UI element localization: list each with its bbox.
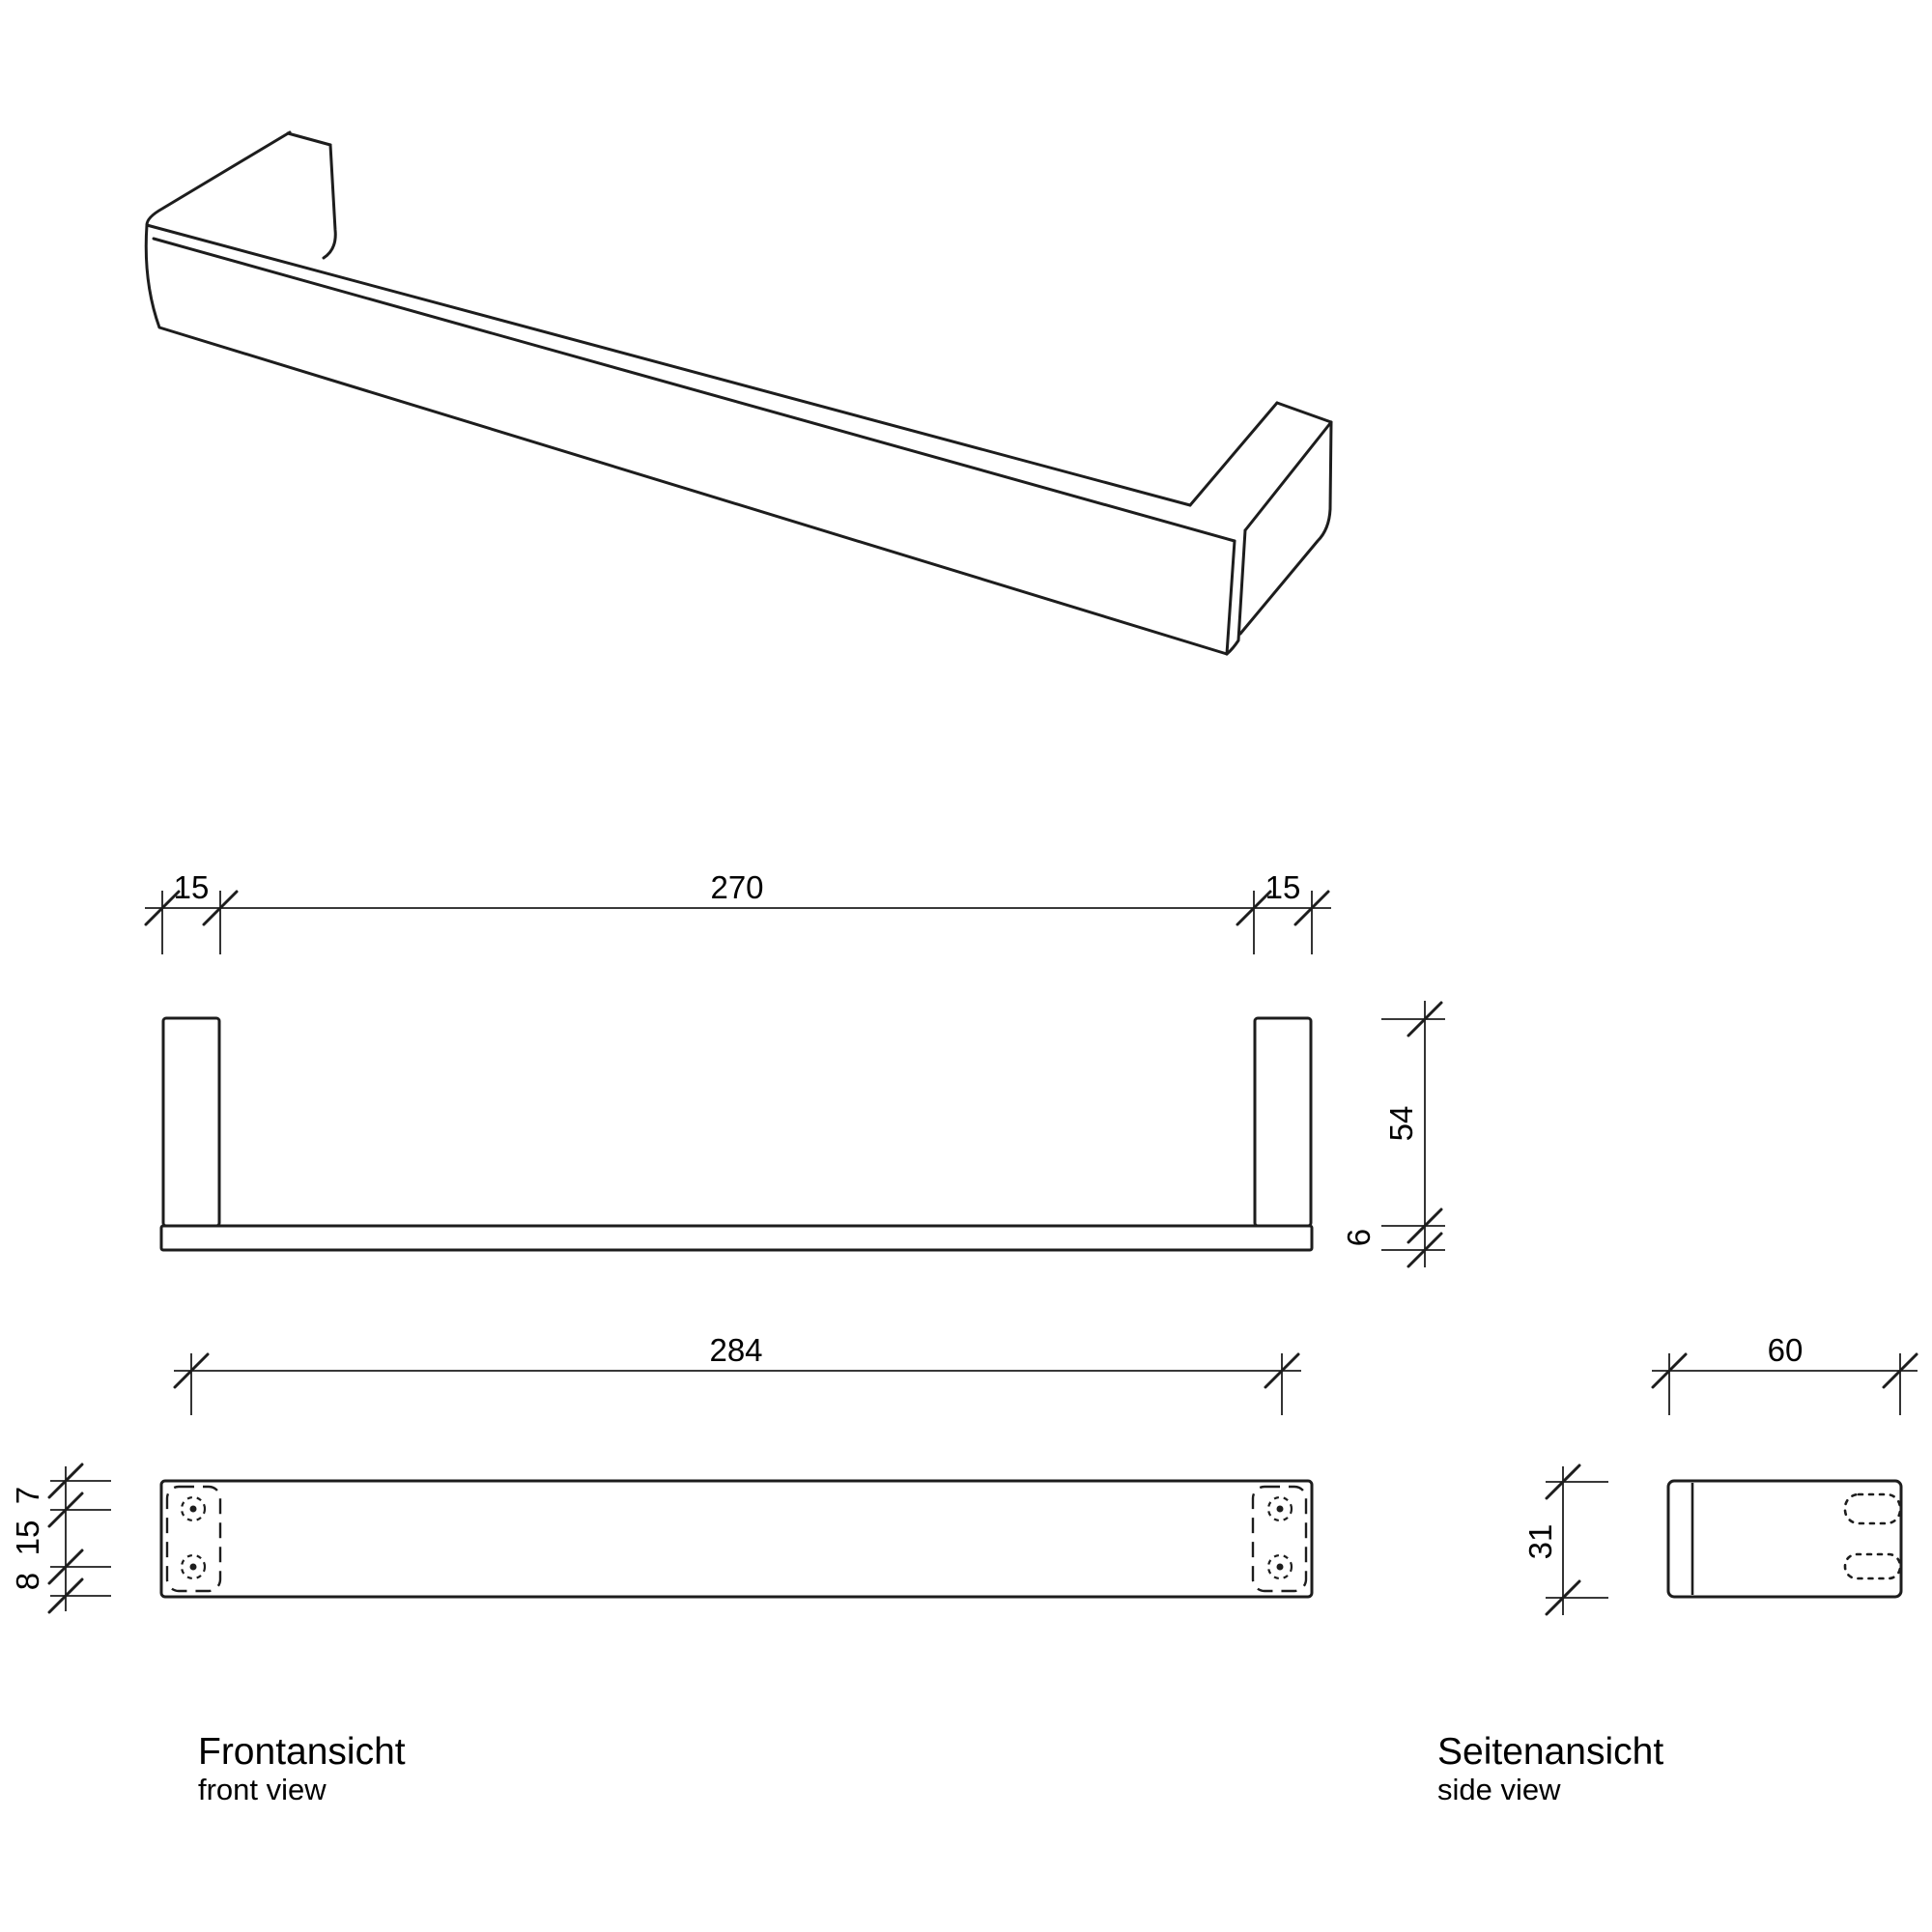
- left-plate-right-edge: [324, 145, 335, 258]
- bar-right-cap-near-edge: [1227, 541, 1235, 654]
- right-bracket-front-top-edge: [1245, 422, 1331, 530]
- dim-label-hole-offset-top: 7: [10, 1486, 45, 1505]
- front-bar: [161, 1226, 1312, 1250]
- profile-hole-dimension-stack: [10, 1464, 111, 1612]
- front-left-post: [163, 1018, 219, 1226]
- side-body: [1668, 1481, 1901, 1597]
- side-view-title-de: Seitenansicht: [1437, 1731, 1664, 1773]
- right-bracket-left-slant-edge: [1190, 403, 1277, 505]
- dim-label-bracket-height: 54: [1383, 1105, 1419, 1142]
- bar-top-back-edge: [147, 225, 1190, 505]
- left-plate-slant-edge: [147, 132, 290, 225]
- front-top-dimension: [145, 869, 1331, 954]
- front-profile-view: [161, 1481, 1312, 1597]
- view-titles: [198, 1731, 1663, 1806]
- front-height-dimension: [1341, 1001, 1445, 1267]
- dim-label-hole-offset-bottom: 8: [10, 1572, 45, 1591]
- dim-label-height: 31: [1522, 1523, 1558, 1560]
- profile-length-dimension: [174, 1332, 1301, 1415]
- dim-label-bar-thickness: 6: [1341, 1228, 1377, 1247]
- dim-label-hole-pitch: 15: [10, 1520, 45, 1556]
- front-right-post: [1255, 1018, 1311, 1226]
- bar-right-cap-far-edge: [1227, 530, 1245, 654]
- front-view-title-de: Frontansicht: [198, 1731, 406, 1773]
- right-bracket-right-bottom-edge: [1240, 422, 1331, 634]
- isometric-view: [146, 132, 1331, 654]
- side-view-title-en: side view: [1437, 1773, 1561, 1806]
- right-bracket-top-edge: [1277, 403, 1331, 422]
- dim-label-bar-length: 284: [709, 1332, 763, 1368]
- dim-label-overhang-left: 15: [173, 869, 210, 905]
- dim-label-inner-span: 270: [710, 869, 764, 905]
- front-view: [161, 1018, 1312, 1250]
- bar-top-front-edge: [154, 239, 1235, 541]
- front-view-title-en: front view: [198, 1773, 327, 1806]
- profile-bar: [161, 1481, 1312, 1597]
- left-plate-top-edge: [288, 133, 330, 145]
- side-height-dimension: [1522, 1465, 1608, 1615]
- side-depth-dimension: [1652, 1332, 1918, 1415]
- side-view: [1668, 1481, 1901, 1597]
- dim-label-depth: 60: [1767, 1332, 1804, 1368]
- bar-left-cap-and-bottom-edge: [146, 225, 1227, 654]
- dim-label-overhang-right: 15: [1264, 869, 1301, 905]
